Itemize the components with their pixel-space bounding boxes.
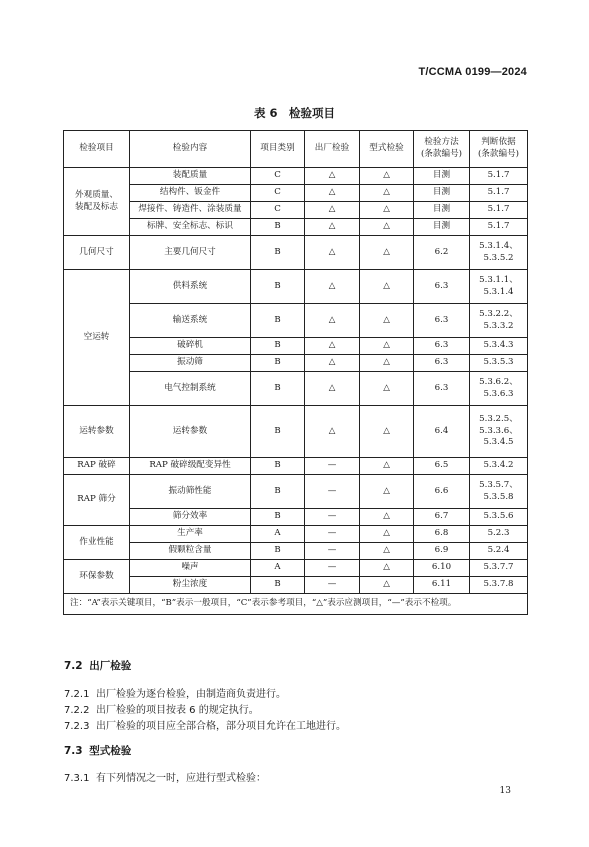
column-header: 检验内容 [130,131,251,168]
table-row [64,475,528,509]
category-cell: A [251,526,305,543]
type-inspection-cell: △ [360,543,414,560]
column-header: 出厂检验 [305,131,360,168]
group-cell: RAP 筛分 [64,475,130,526]
basis-cell: 5.1.7 [470,168,528,185]
method-cell: 6.8 [414,526,470,543]
basis-cell: 5.3.1.4、 5.3.5.2 [470,236,528,270]
type-inspection-cell: △ [360,168,414,185]
table-row [64,543,528,560]
factory-inspection-cell: △ [305,372,360,406]
factory-inspection-cell: — [305,543,360,560]
table-row [64,526,528,543]
factory-inspection-cell: △ [305,270,360,304]
category-cell: B [251,509,305,526]
table-note-row [64,594,528,615]
category-cell: C [251,185,305,202]
table-header-row [64,131,528,168]
group-cell: 外观质量、 装配及标志 [64,168,130,236]
content-cell: 电气控制系统 [130,372,251,406]
table-row [64,338,528,355]
group-cell: 空运转 [64,270,130,406]
category-cell: B [251,372,305,406]
table-row [64,202,528,219]
basis-cell: 5.3.5.6 [470,509,528,526]
category-cell: B [251,219,305,236]
content-cell: 生产率 [130,526,251,543]
section-7-2-heading: 7.2 出厂检验 [64,660,132,672]
content-cell: 输送系统 [130,304,251,338]
factory-inspection-cell: — [305,526,360,543]
category-cell: B [251,458,305,475]
category-cell: B [251,270,305,304]
table-row [64,372,528,406]
factory-inspection-cell: △ [305,338,360,355]
column-header: 检验方法 (条款编号) [414,131,470,168]
factory-inspection-cell: △ [305,236,360,270]
factory-inspection-cell: △ [305,185,360,202]
group-cell: 环保参数 [64,560,130,594]
type-inspection-cell: △ [360,338,414,355]
method-cell: 6.3 [414,304,470,338]
method-cell: 目测 [414,168,470,185]
content-cell: 振动筛 [130,355,251,372]
type-inspection-cell: △ [360,202,414,219]
method-cell: 6.11 [414,577,470,594]
basis-cell: 5.3.5.3 [470,355,528,372]
basis-cell: 5.1.7 [470,219,528,236]
table-note: 注：“A”表示关键项目，“B”表示一般项目，“C”表示参考项目，“△”表示应测项目，“—”表示不检项。 [64,594,528,615]
group-cell: RAP 破碎 [64,458,130,475]
method-cell: 6.10 [414,560,470,577]
basis-cell: 5.3.5.7、 5.3.5.8 [470,475,528,509]
table-row [64,577,528,594]
method-cell: 6.7 [414,509,470,526]
section-7-3-heading: 7.3 型式检验 [64,745,132,757]
factory-inspection-cell: — [305,560,360,577]
type-inspection-cell: △ [360,219,414,236]
method-cell: 6.3 [414,372,470,406]
table-row [64,219,528,236]
category-cell: B [251,355,305,372]
table-title: 表 6 检验项目 [253,106,335,120]
inspection-items-table [63,130,528,615]
content-cell: 筛分效率 [130,509,251,526]
factory-inspection-cell: — [305,458,360,475]
factory-inspection-cell: △ [305,202,360,219]
category-cell: B [251,406,305,458]
type-inspection-cell: △ [360,355,414,372]
method-cell: 6.3 [414,338,470,355]
factory-inspection-cell: △ [305,219,360,236]
category-cell: B [251,338,305,355]
type-inspection-cell: △ [360,185,414,202]
type-inspection-cell: △ [360,236,414,270]
category-cell: B [251,475,305,509]
type-inspection-cell: △ [360,560,414,577]
paragraph-7-3-1: 7.3.1 有下列情况之一时，应进行型式检验： [64,773,266,784]
table-row [64,560,528,577]
method-cell: 6.3 [414,270,470,304]
basis-cell: 5.1.7 [470,202,528,219]
factory-inspection-cell: — [305,577,360,594]
type-inspection-cell: △ [360,509,414,526]
table-row [64,270,528,304]
standard-code: T/CCMA 0199—2024 [418,66,527,78]
content-cell: 破碎机 [130,338,251,355]
type-inspection-cell: △ [360,577,414,594]
paragraph-7-2-3: 7.2.3 出厂检验的项目应全部合格，部分项目允许在工地进行。 [64,721,346,732]
basis-cell: 5.3.7.8 [470,577,528,594]
column-header: 检验项目 [64,131,130,168]
table-row [64,185,528,202]
table-row [64,355,528,372]
category-cell: B [251,236,305,270]
table-row [64,236,528,270]
content-cell: 供料系统 [130,270,251,304]
factory-inspection-cell: △ [305,406,360,458]
content-cell: 标牌、安全标志、标识 [130,219,251,236]
factory-inspection-cell: — [305,509,360,526]
basis-cell: 5.3.2.5、 5.3.3.6、 5.3.4.5 [470,406,528,458]
type-inspection-cell: △ [360,372,414,406]
method-cell: 6.2 [414,236,470,270]
content-cell: RAP 破碎级配变异性 [130,458,251,475]
category-cell: A [251,560,305,577]
basis-cell: 5.2.4 [470,543,528,560]
type-inspection-cell: △ [360,475,414,509]
group-cell: 作业性能 [64,526,130,560]
category-cell: B [251,304,305,338]
category-cell: B [251,577,305,594]
content-cell: 结构件、钣金件 [130,185,251,202]
table-row [64,509,528,526]
factory-inspection-cell: △ [305,168,360,185]
content-cell: 假颗粒含量 [130,543,251,560]
content-cell: 振动筛性能 [130,475,251,509]
method-cell: 6.5 [414,458,470,475]
method-cell: 目测 [414,185,470,202]
basis-cell: 5.1.7 [470,185,528,202]
table-row [64,168,528,185]
page-number: 13 [499,786,511,796]
content-cell: 装配质量 [130,168,251,185]
group-cell: 运转参数 [64,406,130,458]
type-inspection-cell: △ [360,526,414,543]
factory-inspection-cell: △ [305,304,360,338]
basis-cell: 5.3.2.2、 5.3.3.2 [470,304,528,338]
basis-cell: 5.2.3 [470,526,528,543]
column-header: 型式检验 [360,131,414,168]
column-header: 项目类别 [251,131,305,168]
content-cell: 噪声 [130,560,251,577]
factory-inspection-cell: — [305,475,360,509]
table-row [64,304,528,338]
category-cell: C [251,168,305,185]
method-cell: 6.9 [414,543,470,560]
group-cell: 几何尺寸 [64,236,130,270]
table-row [64,458,528,475]
content-cell: 主要几何尺寸 [130,236,251,270]
basis-cell: 5.3.7.7 [470,560,528,577]
column-header: 判断依据 (条款编号) [470,131,528,168]
content-cell: 运转参数 [130,406,251,458]
basis-cell: 5.3.4.3 [470,338,528,355]
method-cell: 6.6 [414,475,470,509]
type-inspection-cell: △ [360,270,414,304]
method-cell: 目测 [414,219,470,236]
factory-inspection-cell: △ [305,355,360,372]
method-cell: 目测 [414,202,470,219]
table-row [64,406,528,458]
method-cell: 6.4 [414,406,470,458]
content-cell: 焊接件、铸造件、涂装质量 [130,202,251,219]
paragraph-7-2-1: 7.2.1 出厂检验为逐台检验，由制造商负责进行。 [64,689,286,700]
category-cell: B [251,543,305,560]
category-cell: C [251,202,305,219]
type-inspection-cell: △ [360,304,414,338]
basis-cell: 5.3.1.1、 5.3.1.4 [470,270,528,304]
paragraph-7-2-2: 7.2.2 出厂检验的项目按表 6 的规定执行。 [64,705,259,716]
method-cell: 6.3 [414,355,470,372]
type-inspection-cell: △ [360,406,414,458]
content-cell: 粉尘浓度 [130,577,251,594]
type-inspection-cell: △ [360,458,414,475]
basis-cell: 5.3.6.2、 5.3.6.3 [470,372,528,406]
basis-cell: 5.3.4.2 [470,458,528,475]
